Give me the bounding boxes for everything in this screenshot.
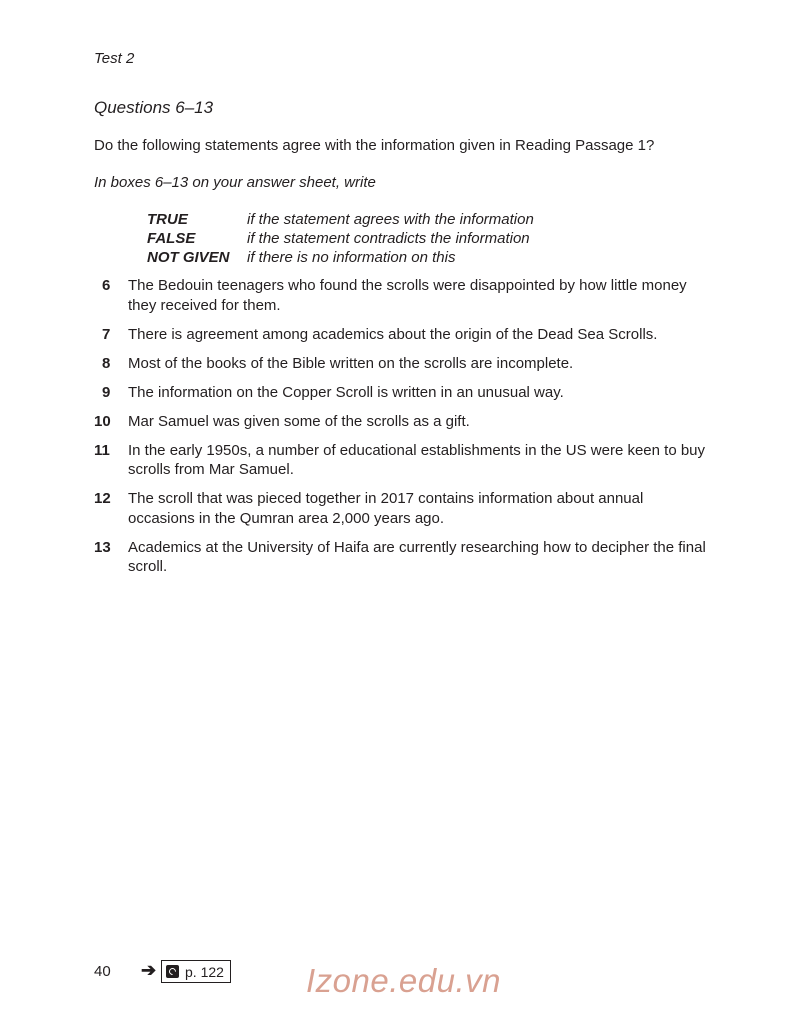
question-item [94,441,714,480]
question-text: The scroll that was pieced together in 2017 contains information about annual occasions in the Qumran area 2,000 years ago. [128,490,644,527]
question-number: 13 [94,538,111,556]
key-definition: if the statement contradicts the information [247,230,530,247]
questions-heading: Questions 6–13 [94,98,214,117]
question-item [94,383,714,403]
question-item [94,325,714,345]
question-text: In the early 1950s, a number of educational establishments in the US were keen to buy scrolls from Mar Samuel. [128,441,706,478]
key-term: TRUE [147,211,188,228]
question-item [94,354,714,374]
question-text: There is agreement among academics about the origin of the Dead Sea Scrolls. [128,325,658,343]
key-term: FALSE [147,230,196,247]
key-definition: if the statement agrees with the information [247,211,534,228]
key-definition: if there is no information on this [247,249,456,266]
question-number: 7 [102,325,111,343]
answer-reference-text: p. 122 [185,963,224,980]
watermark: Izone.edu.vn [306,962,501,999]
page-header: Test 2 [94,50,135,67]
question-number: 8 [102,354,111,372]
question-list [94,276,714,586]
question-text: The information on the Copper Scroll is written in an unusual way. [128,383,564,401]
question-item [94,412,714,432]
question-number: 11 [94,441,110,459]
key-term: NOT GIVEN [147,249,230,266]
page-number: 40 [94,963,111,980]
question-number: 12 [94,490,111,507]
key-row-false [147,229,534,248]
key-row-true [147,210,534,229]
question-text: Most of the books of the Bible written on the scrolls are incomplete. [128,354,574,372]
question-number: 9 [102,383,111,401]
answer-key-icon [166,965,179,978]
question-number: 10 [94,412,111,430]
question-text: Academics at the University of Haifa are currently researching how to decipher the final scroll. [128,538,706,575]
question-item [94,538,714,577]
key-row-not-given [147,248,534,267]
question-text: The Bedouin teenagers who found the scrolls were disappointed by how little money they received for them. [128,277,687,314]
arrow-right-icon: ➔ [141,960,157,980]
question-item [94,489,714,528]
answer-sheet-instruction: In boxes 6–13 on your answer sheet, write [94,174,376,191]
instruction-text: Do the following statements agree with the information given in Reading Passage 1? [94,137,655,154]
question-text: Mar Samuel was given some of the scrolls as a gift. [128,412,470,430]
answer-reference-link[interactable] [161,960,231,983]
answer-key-table [147,210,534,267]
question-item [94,276,714,315]
question-number: 6 [102,277,111,294]
